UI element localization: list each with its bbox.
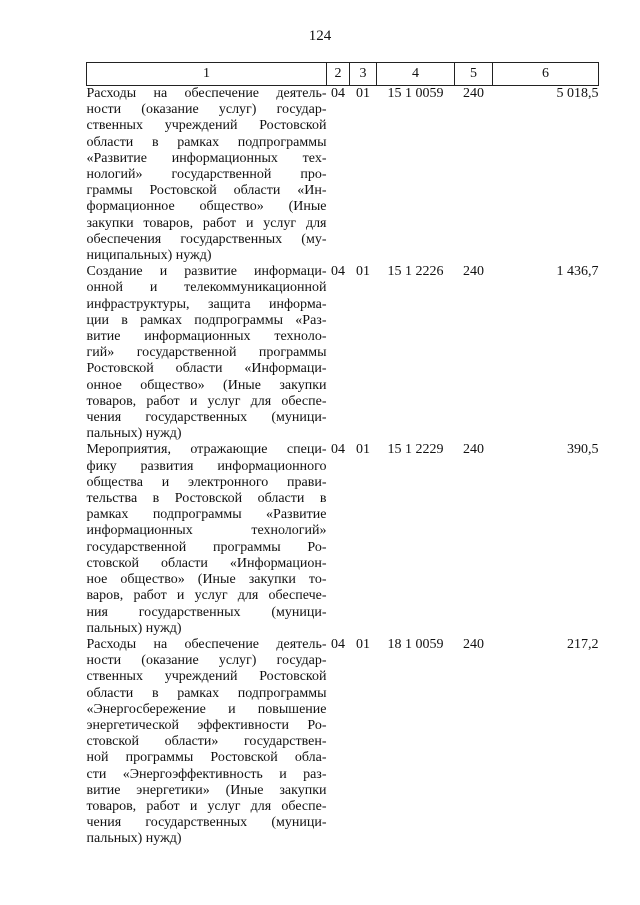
row-section-code: 04 [331,86,345,101]
table-row [87,264,599,442]
column-header-1: 1 [87,63,327,86]
table-header-row [87,63,599,86]
description-line: государственной программы Ро- [86,539,327,555]
row-target-article-code: 18 1 0059 [387,636,444,652]
description-line: «Развитие информационных тех- [86,150,327,166]
row-amount: 5 018,5 [556,86,599,101]
row-amount: 390,5 [567,442,599,458]
description-line: варов, работ и услуг для обеспече- [86,588,327,604]
description-line: закупки товаров, работ и услуг для [86,215,327,231]
description-line: информационных технологий» [86,523,327,539]
description-line: онное общество» (Иные закупки [86,377,327,393]
description-line: ственных учреждений Ростовской [86,669,327,685]
row-amount: 217,2 [567,636,599,652]
description-line: гий» государственной программы [86,345,327,361]
table-row [87,86,599,265]
description-line: ное общество» (Иные закупки то- [86,572,327,588]
row-expense-type-code: 240 [463,636,484,652]
table-row [87,442,599,636]
description-line: сти «Энергоэффективность и раз- [86,766,327,782]
row-section-code: 04 [331,264,345,280]
row-section-code: 04 [331,636,345,652]
budget-table [86,62,599,848]
description-line: Мероприятия, отражающие специ- [86,442,327,458]
description-line: ности (оказание услуг) государ- [86,102,327,118]
column-header-6: 6 [493,63,599,86]
column-header-2: 2 [327,63,350,86]
description-line: ственных учреждений Ростовской [86,118,327,134]
column-header-5: 5 [455,63,493,86]
row-subsection-code: 01 [356,636,370,652]
description-line: ности (оказание услуг) государ- [86,653,327,669]
description-line: фику развития информационного [86,458,327,474]
description-line: стовской области «Информацион- [86,555,327,571]
description-line: товаров, работ и услуг для обеспе- [86,798,327,814]
description-line: витие информационных техноло- [86,329,327,345]
description-line: «Энергосбережение и повышение [86,701,327,717]
description-line: тельства в Ростовской области в [86,491,327,507]
row-description [87,86,327,265]
row-description [87,637,327,848]
description-line: инфраструктуры, защита информа- [86,296,327,312]
description-line: чения государственных (муници- [86,410,327,426]
description-line: пальных) нужд) [86,620,182,636]
description-line: рамках подпрограммы «Развитие [86,507,327,523]
row-expense-type-code: 240 [463,86,484,101]
row-target-article-code: 15 1 2226 [387,264,444,280]
description-line: Расходы на обеспечение деятель- [86,86,327,101]
column-header-3: 3 [350,63,377,86]
description-line: ния государственных (муници- [86,604,327,620]
description-line: онной и телекоммуникационной [86,280,327,296]
row-subsection-code: 01 [356,442,370,458]
description-line: ной программы Ростовской обла- [86,750,327,766]
description-line: общества и электронного прави- [86,474,327,490]
description-line: энергетической эффективности Ро- [86,717,327,733]
description-line: чения государственных (муници- [86,815,327,831]
row-expense-type-code: 240 [463,442,484,458]
row-target-article-code: 15 1 2229 [387,442,444,458]
description-line: формационное общество» (Иные [86,199,327,215]
description-line: Ростовской области «Информаци- [86,361,327,377]
description-line: области в рамках подпрограммы [86,685,327,701]
description-line: пальных) нужд) [86,831,182,847]
description-line: обеспечения государственных (му- [86,231,327,247]
description-line: ции в рамках подпрограммы «Раз- [86,312,327,328]
description-line: товаров, работ и услуг для обеспе- [86,393,327,409]
row-target-article-code: 15 1 0059 [387,86,444,101]
description-line: стовской области» государствен- [86,734,327,750]
row-subsection-code: 01 [356,86,370,101]
row-section-code: 04 [331,442,345,458]
row-expense-type-code: 240 [463,264,484,280]
description-line: витие энергетики» (Иные закупки [86,782,327,798]
row-description [87,442,327,636]
table-row [87,637,599,848]
description-line: Создание и развитие информаци- [86,264,327,280]
description-line: нологий» государственной про- [86,167,327,183]
page-number: 124 [308,28,332,44]
description-line: граммы Ростовской области «Ин- [86,183,327,199]
column-header-4: 4 [377,63,455,86]
description-line: области в рамках подпрограммы [86,134,327,150]
row-description [87,264,327,442]
description-line: Расходы на обеспечение деятель- [86,636,327,652]
description-line: пальных) нужд) [86,426,182,442]
row-subsection-code: 01 [356,264,370,280]
description-line: ниципальных) нужд) [86,248,212,264]
row-amount: 1 436,7 [556,264,599,280]
